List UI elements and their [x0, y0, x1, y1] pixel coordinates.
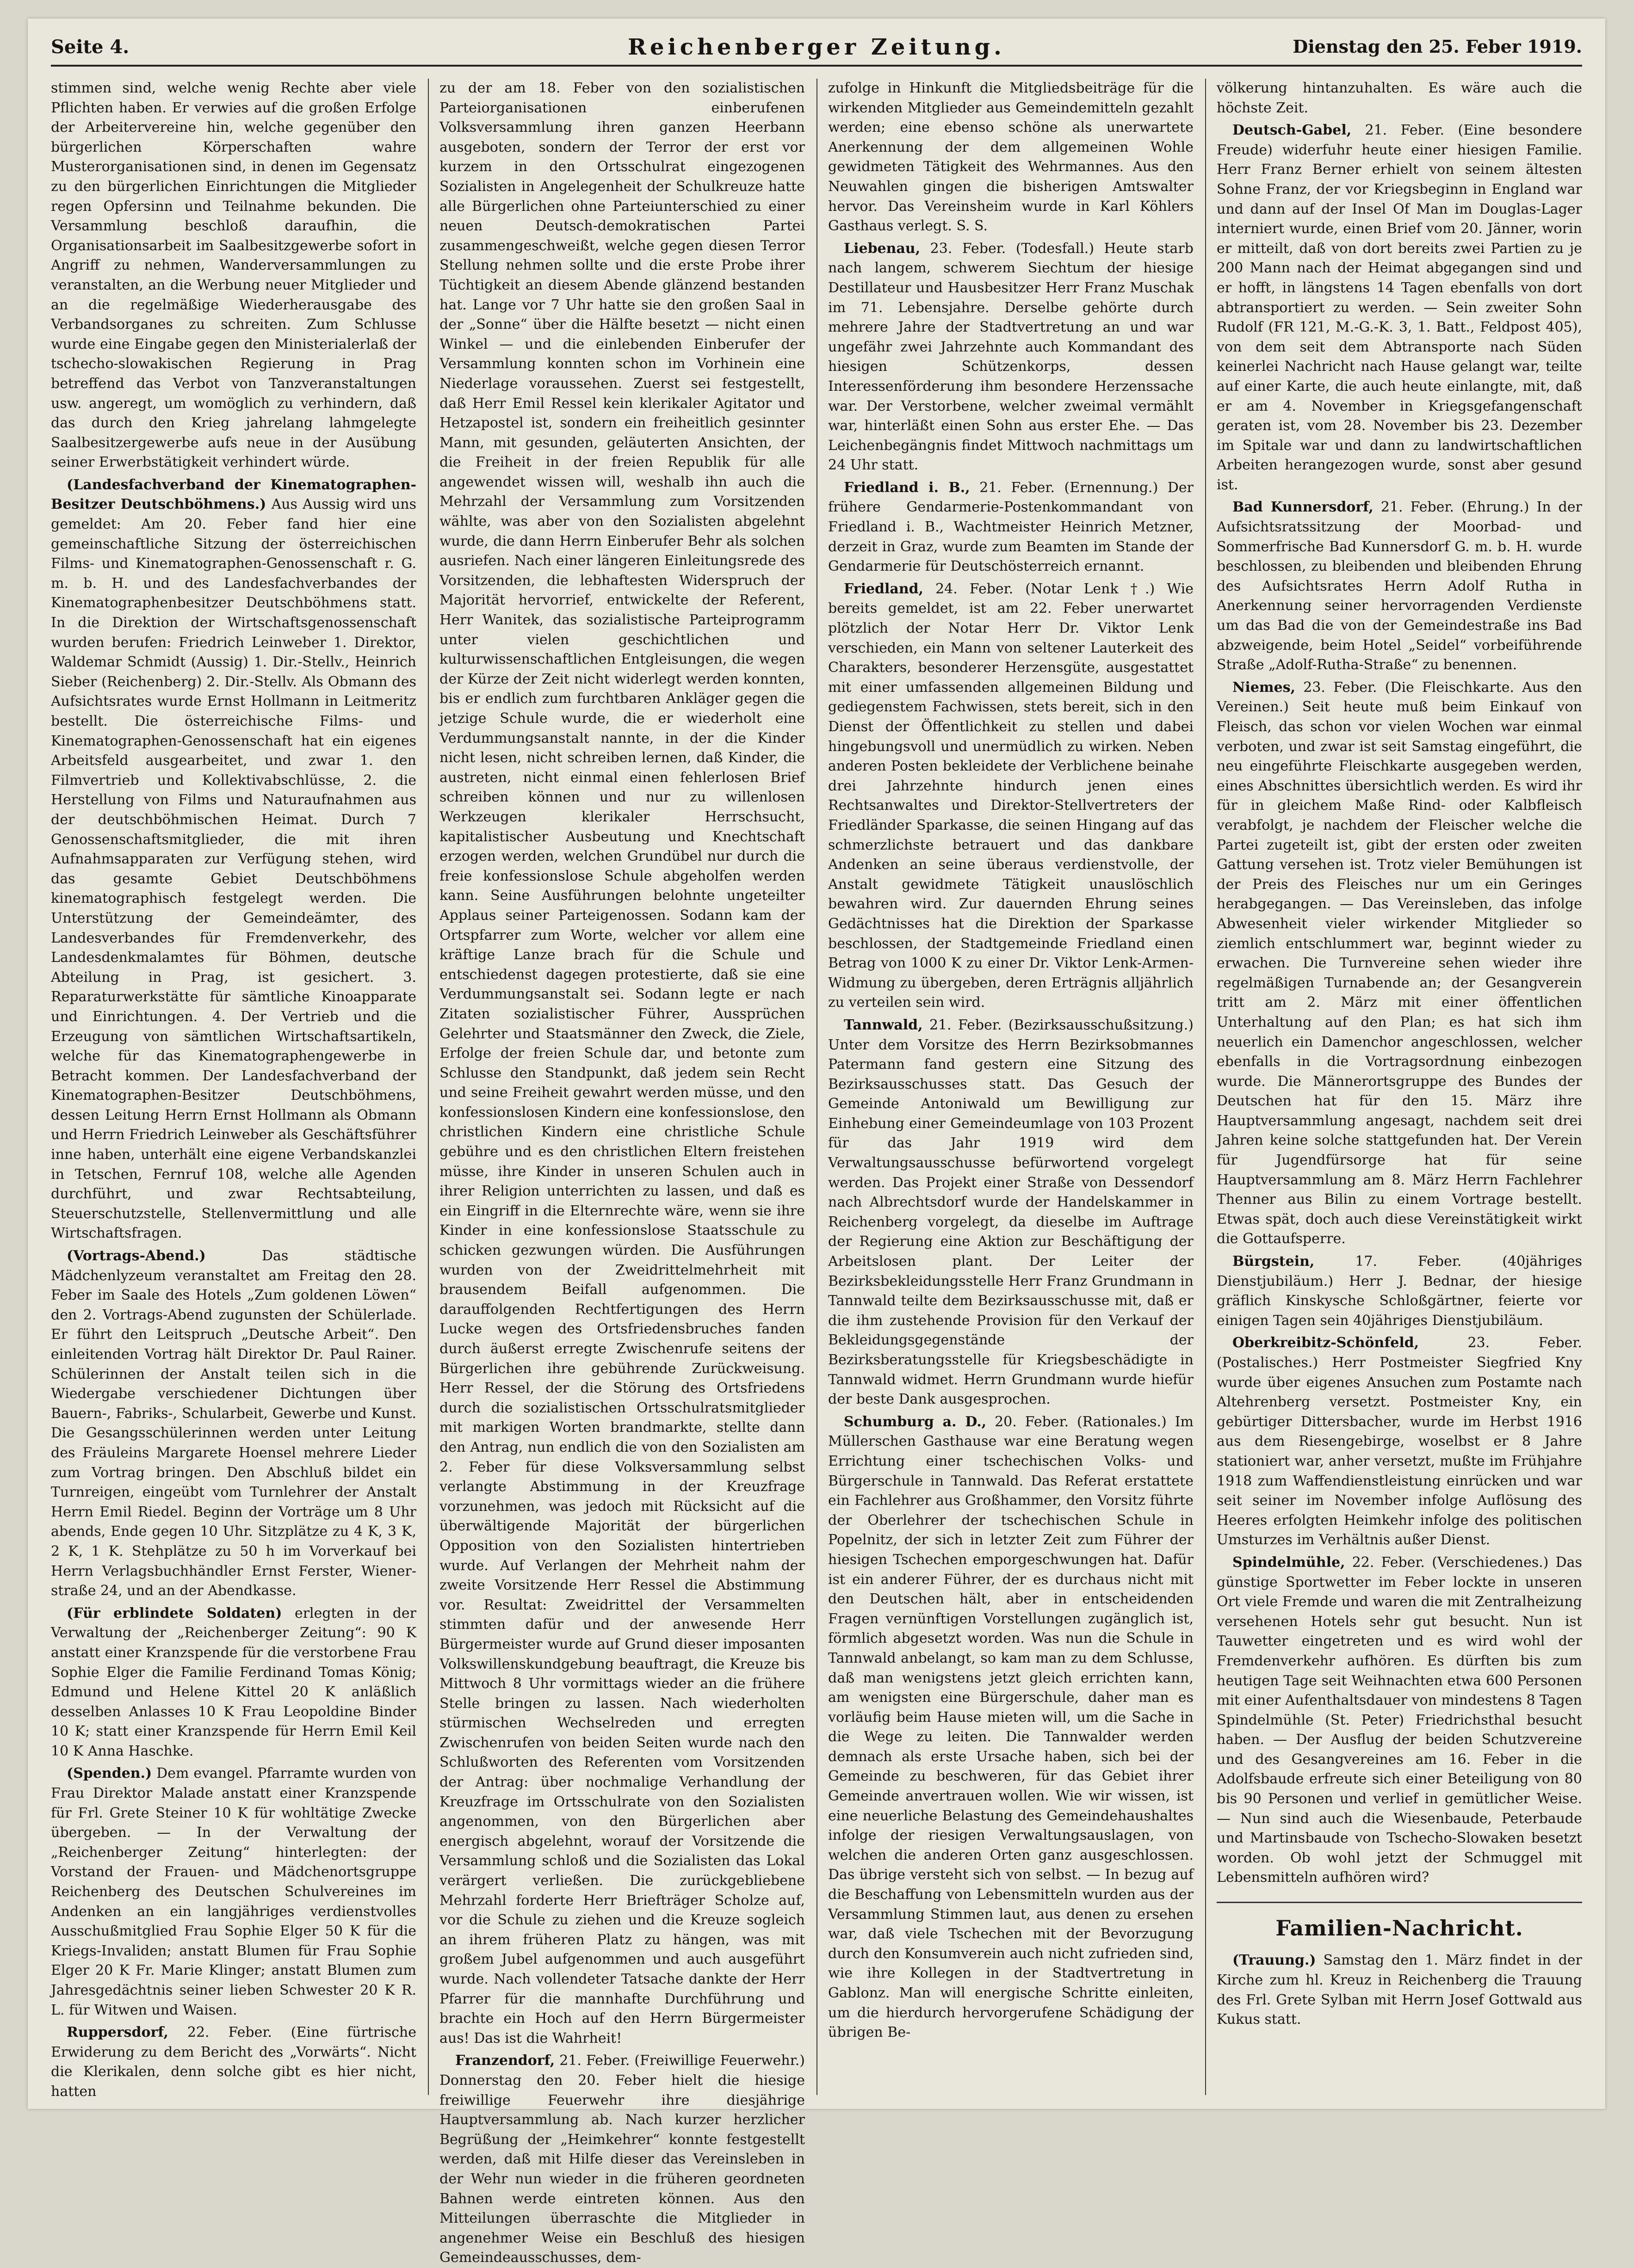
news-item [1217, 1333, 1582, 1550]
news-item [1217, 1553, 1582, 1888]
news-item [439, 79, 805, 2048]
news-item [828, 239, 1194, 475]
news-item [1217, 1252, 1582, 1331]
news-item-dateline: (Vortrags-Abend.) [67, 1248, 206, 1264]
column-4 [1217, 79, 1582, 2095]
news-item-dateline: (Trauung.) [1232, 1952, 1316, 1969]
news-item [439, 2051, 805, 2268]
page-number: Seite 4. [51, 36, 130, 58]
news-item [1217, 79, 1582, 118]
article-columns [51, 79, 1582, 2266]
news-item [828, 1412, 1194, 2043]
news-item-dateline: (Spenden.) [67, 1765, 152, 1782]
news-item-body: 20. Feber. (Rationales.) Im Müllerschen Gasthause war eine Beratung wegen Errichtung einer tschechischen Volks- und Bürgerschule in Tannwald. Das Referat erstattete ein Fachlehrer aus Großhammer, den Vorsitz führte der Oberlehrer der tschechischen Schule in Popelnitz, der sich in letzter Zeit zum Führer der hiesigen Tschechen emporgeschwungen hat. Dafür ist ein anderer Führer, der es durchaus nicht mit den Deutschen hält, aber in entscheidenden Fragen vernünftigen Vorstellungen zugänglich ist, förmlich abgesetzt worden. Was nun die Schule in Tannwald anbelangt, so kam man zu dem Schlusse, daß man wenigstens jetzt gleich errichten kann, am wenigsten eine Bürgerschule, daher man es vorläufig beim Hause mieten will, um die Sache in die Wege zu leiten. Die Tannwalder werden demnach als erste Ursache haben, sich bei der Gemeinde zu beschweren, für das Gebiet ihrer Gemeinde anvertrauen wollen. Wie wir wissen, ist eine neuerliche Belastung des Gemeindehaushaltes infolge der riesigen Verwaltungsauslagen, von welchen die anderen Orten ganz ausgeschlossen. Das übrige versteht sich von selbst. — In bezug auf die Beschaffung von Lebensmitteln wurden aus der Versammlung Stimmen laut, aus denen zu ersehen war, daß viele Tschechen mit der Bevorzugung durch den Konsumverein auch nicht zufrieden sind, wie ihre Kollegen in der Stadtvertretung in Gablonz. Man will energische Schritte einleiten, um die hierdurch hervorgerufene Schädigung der übrigen Be- [828, 1413, 1194, 2041]
news-item-body: 22. Feber. (Eine fürtrische Erwiderung zu dem Bericht des „Vorwärts“. Nicht die Klerikalen, denn solche gibt es hier nicht, hatten [51, 2024, 416, 2100]
news-item-dateline: Friedland, [844, 580, 924, 597]
news-item [1217, 1951, 1582, 2029]
news-item-body: stimmen sind, welche wenig Rechte aber viele Pflichten haben. Er verwies auf die großen Erfolge der Arbeitervereine hin, welche gegenüber den bürgerlichen Körperschaften wahre Musterorganisationen sind, in denen im Gegensatz zu den bürgerlichen Einrichtungen die Mitglieder regen Opfersinn und Teilnahme bekunden. Die Versammlung beschloß daraufhin, die Organisationsarbeit im Saalbesitzgewerbe sofort in Angriff zu nehmen, Wanderversammlungen zu veranstalten, an die Werbung neuer Mitglieder und an die regelmäßige Wiederherausgabe des Verbandsorganes zu schreiten. Zum Schlusse wurde eine Eingabe gegen den Ministerialerlaß der tschecho-slowakischen Regierung in Prag betreffend das Verbot von Tanzveranstaltungen usw. angeregt, um womöglich zu verhindern, daß das durch den Krieg jahrelang lahmgelegte Saalbesitzergewerbe aufs neue in der Ausübung seiner Erwerbstätigkeit verhindert würde. [51, 80, 416, 471]
news-item-body: 24. Feber. (Notar Lenk †.) Wie bereits gemeldet, ist am 22. Feber unerwartet plötzlich der Notar Herr Dr. Viktor Lenk verschieden, ein Mann von seltener Lauterkeit des Charakters, besonderer Herzensgüte, ausgestattet mit einer umfassenden allgemeinen Bildung und gediegenstem Fachwissen, stets bereit, sich in den Dienst der Öffentlichkeit zu stellen und dabei hingebungsvoll und unermüdlich zu wirken. Neben anderen Posten bekleidete der Verblichene beinahe drei Jahrzehnte hindurch jenen eines Rechtsanwaltes und Direktor-Stellvertreters der Friedländer Sparkasse, die seinen Hingang auf das schmerzlichste betrauert und das dankbare Andenken an seine überaus verdienstvolle, der Anstalt gewidmete Tätigkeit unauslöschlich bewahren wird. Zur dauernden Ehrung seines Gedächtnisses hat die Direktion der Sparkasse beschlossen, der Stadtgemeinde Friedland einen Betrag von 1000 K zu einer Dr. Viktor Lenk-Armen-Widmung zu übergeben, deren Erträgnis alljährlich zu verteilen sein wird. [828, 580, 1194, 1011]
news-item [51, 1246, 416, 1601]
column-divider [428, 79, 429, 2095]
news-item-dateline: Franzendorf, [455, 2052, 555, 2069]
news-item-body: erlegten in der Verwaltung der „Reichenberger Zeitung“: 90 K anstatt einer Kranzspende für die verstorbene Frau Sophie Elger die Familie Ferdinand Tomas König; Edmund und Helene Kittel 20 K anläßlich desselben Anlasses 10 K Frau Leopoldine Binder 10 K; statt einer Kranzspende für Herrn Emil Keil 10 K Anna Haschke. [51, 1605, 416, 1759]
news-item-body: zu der am 18. Feber von den sozialistischen Parteiorganisationen einberufenen Volksversammlung ihren ganzen Heerbann ausgeboten, sondern der Terror der erst vor kurzem in den Ortsschulrat eingezogenen Sozialisten in Angelegenheit der Schulkreuze hatte alle Bürgerlichen ohne Parteiunterschied zu einer neuen Deutsch-demokratischen Partei zusammengeschweißt, welche gegen diesen Terror Stellung nehmen sollte und die erste Probe ihrer Tüchtigkeit an diesem Abende glänzend bestanden hat. Lange vor 7 Uhr hatte sie den großen Saal in der „Sonne“ über die Hälfte besetzt — nicht einen Winkel — und die einlebenden Einberufer der Versammlung konnten schon im Vorhinein eine Niederlage voraussehen. Zuerst sei festgestellt, daß Herr Emil Ressel kein klerikaler Agitator und Hetzapostel ist, sondern ein freiheitlich gesinnter Mann, mit gesunden, geläuterten Ansichten, der die Freiheit in der freien Republik für alle angewendet wissen will, weshalb ihn auch die Mehrzahl der Versammlung zum Vorsitzenden wählte, was aber von den Sozialisten abgelehnt wurde, die dann Herrn Einberufer Behr als solchen ausriefen. Nach einer längeren Einleitungsrede des Vorsitzenden, die lebhaftesten Widerspruch der Majorität hervorrief, entwickelte der Referent, Herr Wanitek, das sozialistische Parteiprogramm unter vielen geschichtlichen und kulturwissenschaftlichen Entgleisungen, die wegen der Kürze der Zeit nicht widerlegt werden konnten, bis er endlich zum furchtbaren Ankläger gegen die jetzige Schule wurde, die er wiederholt eine Verdummungsanstalt nannte, in der die Kinder nicht lesen, nicht schreiben lernen, daß Kinder, die austreten, nicht einmal einen fehlerlosen Brief schreiben können und nur zu willenlosen Werkzeugen klerikaler Herrschsucht, kapitalistischer Ausbeutung und Knechtschaft erzogen werden, welchen Grundübel nur durch die freie konfessionslose Schule abgeholfen werden kann. Seine Ausführungen belohnte ungeteilter Applaus seiner Parteigenossen. Sodann kam der Ortspfarrer zum Worte, welcher vor allem eine kräftige Lanze brach für die Schule und entschiedenst dagegen protestierte, daß sie eine Verdummungsanstalt sei. Sodann legte er nach Zitaten sozialistischer Führer, Aussprüchen Gelehrter und Staatsmänner den Zweck, die Ziele, Erfolge der freien Schule dar, und betonte zum Schlusse den Standpunkt, daß jedem sein Recht und seine Freiheit gewahrt werden müsse, und den konfessionslosen Kindern eine konfessionslose, den christlichen Kindern eine christliche Schule gebühre und es den christlichen Eltern freistehen müsse, ihre Kinder in unseren Schulen auch in ihrer Religion unterrichten zu lassen, und daß es ein Eingriff in die Elternrechte wäre, wenn sie ihre Kinder in eine konfessionslose Staatsschule zu schicken gezwungen würden. Die Ausführungen wurden von der Zweidrittelmehrheit mit brausendem Beifall aufgenommen. Die darauffolgenden Rechtfertigungen des Herrn Lucke wegen des Ortsfriedensbruches fanden durch äußerst erregte Zwischenrufe seitens der Bürgerlichen ihre gebührende Zurückweisung. Herr Ressel, der die Störung des Ortsfriedens durch die sozialistischen Ortsschulratsmitglieder mit markigen Worten brandmarkte, stellte dann den Antrag, nun endlich die von den Sozialisten am 2. Feber für diese Volksversammlung selbst verlangte Abstimmung in der Kreuzfrage vorzunehmen, was jedoch mit Rücksicht auf die überwältigende Majorität der bürgerlichen Opposition von den Sozialisten hintertrieben wurde. Auf Verlangen der Mehrheit nahm der zweite Vorsitzende Herr Ressel die Abstimmung vor. Resultat: Zweidrittel der Versammelten stimmten dafür und der anwesende Herr Bürgermeister wurde auf Grund dieser imposanten Volkswillenskundgebung beauftragt, die Kreuze bis Mittwoch 8 Uhr vormittags wieder an die frühere Stelle bringen zu lassen. Nach wiederholten stürmischen Wechselreden und erregten Zwischenrufen von beiden Seiten wurde nach den Schlußworten des Referenten vom Vorsitzenden der Antrag: über nochmalige Verhandlung der Kreuzfrage im Ortsschulrate von den Sozialisten angenommen, von den Bürgerlichen aber energisch abgelehnt, worauf der Vorsitzende die Versammlung schloß und die Sozialisten das Lokal verärgert verließen. Die zurückgebliebene Mehrzahl forderte Herr Briefträger Scholze auf, vor die Schule zu ziehen und die Kreuze sogleich an ihrem früheren Platz zu hängen, was mit großem Jubel aufgenommen und auch ausgeführt wurde. Nach vollendeter Tatsache dankte der Herr Pfarrer für die mannhafte Durchführung und brachte ein Hoch auf den Herrn Bürgermeister aus! Das ist die Wahrheit! [439, 80, 805, 2046]
news-item-body: 23. Feber. (Postalisches.) Herr Postmeister Siegfried Kny wurde über eigenes Ansuchen zum Postamte nach Altehrenberg versetzt. Postmeister Kny, ein gebürtiger Dittersbacher, wurde im Herbst 1916 aus dem Riesengebirge, woselbst er 8 Jahre stationiert war, anher versetzt, mußte im Frühjahre 1918 zum Waffendienstleistung einrücken und war seit seiner im November infolge Auflösung des Heeres erfolgten Heimkehr infolge des politischen Umsturzes im Verhältnis außer Dienst. [1217, 1335, 1582, 1548]
news-item [51, 2023, 416, 2102]
news-item [828, 1016, 1194, 1410]
news-item-body: 17. Feber. (40jähriges Dienstjubiläum.) Herr J. Bednar, der hiesige gräflich Kinskysche Schloßgärtner, feierte vor einigen Tagen sein 40jähriges Dienstjubiläum. [1217, 1253, 1582, 1329]
newspaper-page [28, 18, 1605, 2266]
newspaper-title: Reichenberger Zeitung. [628, 34, 1005, 60]
news-item-dateline: Oberkreibitz-Schönfeld, [1232, 1335, 1419, 1351]
news-item-dateline: Liebenau, [844, 240, 921, 257]
news-item [828, 579, 1194, 1013]
news-item [1217, 121, 1582, 495]
column-2 [439, 79, 805, 2266]
news-item [51, 1604, 416, 1762]
news-item-dateline: Bad Kunnersdorf, [1232, 499, 1373, 516]
news-item [51, 475, 416, 1244]
news-item-body: völkerung hintanzuhalten. Es wäre auch die höchste Zeit. [1217, 80, 1582, 116]
news-item-body: 21. Feber. (Eine besondere Freude) widerfuhr heute einer hiesigen Familie. Herr Franz Berner erhielt von seinem ältesten Sohne Franz, der vor Kriegsbeginn in England war und dann auf der Insel Of Man im Douglas-Lager interniert wurde, einen Brief vom 20. Jänner, worin er mitteilt, daß von dort bereits zwei Partien zu je 200 Mann nach der Heimat abgegangen sind und er hofft, in längstens 14 Tagen ebenfalls von dort abtransportiert zu werden. — Sein zweiter Sohn Rudolf (FR 121, M.-G.-K. 3, 1. Batt., Feldpost 405), von dem seit dem Abtransporte nach Süden keinerlei Nachricht nach Hause gelangt war, teilte auf einer Karte, die auch heute einlangte, mit, daß er am 4. November in Kriegsgefangenschaft geraten ist, vom 28. November bis 23. Dezember im Spitale war und dann zu landwirtschaftlichen Arbeiten herangezogen wurde, sonst aber gesund ist. [1217, 122, 1582, 493]
news-item-dateline: Bürgstein, [1232, 1253, 1315, 1270]
news-item-body: 22. Feber. (Verschiedenes.) Das günstige Sportwetter im Feber lockte in unseren Ort viele Fremde und waren die mit Zentralheizung versehenen Hotels sehr gut besucht. Nun ist Tauwetter eingetreten und es wird wohl der Fremdenverkehr aufhören. Es dürften bis zum heutigen Tage seit Weihnachten etwa 600 Personen mit einer Aufenthaltsdauer von mindestens 8 Tagen Spindelmühle (St. Peter) Friedrichsthal besucht haben. — Der Ausflug der beiden Schutzvereine und des Gesangvereines am 16. Feber in die Adolfsbaude erfreute sich einer Beteiligung von 80 bis 90 Personen und verlief in gemütlicher Weise. — Nun sind auch die Wiesenbaude, Peterbaude und Martinsbaude von Tschecho-Slowaken besetzt worden. Ob wohl jetzt der Schmuggel mit Lebensmitteln aufhören wird? [1217, 1554, 1582, 1886]
news-item-body: Samstag den 1. März findet in der Kirche zum hl. Kreuz in Reichenberg die Trauung des Frl. Grete Sylban mit Herrn Josef Gottwald aus Kukus statt. [1217, 1952, 1582, 2028]
news-item [51, 1764, 416, 2020]
news-item [828, 79, 1194, 236]
news-item [51, 79, 416, 473]
news-item-body: Das städtische Mädchenlyzeum veranstaltet am Freitag den 28. Feber im Saale des Hotels „Zum goldenen Löwen“ den 2. Vortrags-Abend zugunsten der Schülerlade. Er führt den Leitspruch „Deutsche Arbeit“. Den einleitenden Vortrag hält Direktor Dr. Paul Rainer. Schülerinnen der Anstalt teilen sich in die Wiedergabe verschiedener Dichtungen über Bauern-, Fabriks-, Schularbeit, Gewerbe und Kunst. Die Gesangsschülerinnen werden unter Leitung des Fräuleins Margarete Hoensel mehrere Lieder zum Vortrag bringen. Den Abschluß bildet ein Turnreigen, eingeübt vom Turnlehrer der Anstalt Herrn Emil Riedel. Beginn der Vorträge um 8 Uhr abends, Ende gegen 10 Uhr. Sitzplätze zu 4 K, 3 K, 2 K, 1 K. Stehplätze zu 50 h im Vorverkauf bei Herrn Verlagsbuchhändler Ernst Ferster, Wienerstraße 24, und an der Abendkasse. [51, 1248, 416, 1599]
news-item-dateline: Deutsch-Gabel, [1232, 122, 1352, 139]
news-item-dateline: (Für erblindete Soldaten) [67, 1605, 282, 1621]
news-item [1217, 678, 1582, 1249]
news-item-dateline: Spindelmühle, [1232, 1554, 1345, 1571]
news-item [1217, 498, 1582, 675]
news-item-body: Dem evangel. Pfarramte wurden von Frau Direktor Malade anstatt einer Kranzspende für Frl. Grete Steiner 10 K für wohltätige Zwecke übergeben. — In der Verwaltung der „Reichenberger Zeitung“ hinterlegten: der Vorstand der Frauen- und Mädchenortsgruppe Reichenberg des Deutschen Schulvereines im Andenken an ein langjähriges verdienstvolles Ausschußmitglied Frau Sophie Elger 50 K für die Kriegs-Invaliden; anstatt Blumen für Frau Sophie Elger 20 K Fr. Marie Klinger; anstatt Blumen zum Jahresgedächtnis seiner lieben Schwester 20 K R. L. für Witwen und Waisen. [51, 1765, 416, 2018]
column-divider [816, 79, 817, 2095]
news-item-body: Aus Aussig wird uns gemeldet: Am 20. Feber fand hier eine gemeinschaftliche Sitzung der österreichischen Films- und Kinematographen-Genossenschaft r. G. m. b. H. und des Landesfachverbandes der Kinematographenbesitzer Deutschböhmens statt. In die Direktion der Wirtschaftsgenossenschaft wurden berufen: Friedrich Leinweber 1. Direktor, Waldemar Schmidt (Aussig) 1. Dir.-Stellv., Heinrich Sieber (Reichenberg) 2. Dir.-Stellv. Als Obmann des Aufsichtsrates wurde Ernst Hollmann in Leitmeritz bestellt. Die österreichische Films- und Kinematographen-Genossenschaft hat ein eigenes Arbeitsfeld ausgearbeitet, und zwar 1. den Filmvertrieb und Kollektivabschlüsse, 2. die Herstellung von Films und Naturaufnahmen aus der deutschböhmischen Heimat. Durch 7 Genossenschaftsmitglieder, die mit ihren Aufnahmsapparaten zur Verfügung stehen, wird das gesamte Gebiet Deutschböhmens kinematographisch festgelegt werden. Die Unterstützung der Gemeindeämter, des Landesverbandes für Fremdenverkehr, des Landesdenkmalamtes für Böhmen, deutsche Abteilung in Prag, ist gesichert. 3. Reparaturwerkstätte für sämtliche Kinoapparate und Einrichtungen. 4. Der Vertrieb und die Erzeugung von sämtlichen Wirtschaftsartikeln, welche für das Kinematographengewerbe in Betracht kommen. Der Landesfachverband der Kinematographen-Besitzer Deutschböhmens, dessen Leitung Herrn Ernst Hollmann als Obmann und Herrn Friedrich Leinweber als Geschäftsführer inne haben, unterhält eine eigene Verbandskanzlei in Tetschen, Fernruf 108, welche alle Agenden durchführt, und zwar Rechtsabteilung, Steuerschutzstelle, Stellenvermittlung und alle Wirtschaftsfragen. [51, 496, 416, 1242]
news-item-body: 21. Feber. (Ernennung.) Der frühere Gendarmerie-Postenkommandant von Friedland i. B., Wachtmeister Heinrich Metzner, derzeit in Graz, wurde zum Beamten im Stande der Gendarmerie für Deutschösterreich ernannt. [828, 479, 1194, 575]
issue-date: Dienstag den 25. Feber 1919. [1293, 36, 1582, 57]
news-item-dateline: Niemes, [1232, 679, 1296, 696]
news-item-dateline: Friedland i. B., [844, 479, 970, 496]
news-item-body: 23. Feber. (Todesfall.) Heute starb nach langem, schwerem Siechtum der hiesige Destillateur und Hausbesitzer Herr Franz Muschak im 71. Lebensjahre. Derselbe gehörte durch mehrere Jahre der Stadtvertretung an und war ungefähr zwei Jahrzehnte auch Kommandant des hiesigen Schützenkorps, dessen Interessenförderung ihm besondere Herzenssache war. Der Verstorbene, welcher zweimal vermählt war, hinterläßt einen Sohn aus erster Ehe. — Das Leichenbegängnis findet Mittwoch nachmittags um 24 Uhr statt. [828, 240, 1194, 474]
column-divider [1205, 79, 1206, 2095]
column-3 [828, 79, 1194, 2095]
news-item-dateline: Schumburg a. D., [844, 1413, 987, 1430]
column-1 [51, 79, 416, 2100]
news-item-dateline: (Landesfachverband der Kinematographen-Besitzer Deutschböhmens.) [51, 476, 416, 513]
news-item-body: 23. Feber. (Die Fleischkarte. Aus den Vereinen.) Seit heute muß beim Einkauf von Fleisch, das schon vor vielen Wochen war einmal verboten, und zwar ist seit Samstag eingeführt, die neu eingeführte Fleischkarte ausgegeben werden, eines Abschnittes übersichtlich werden. Es wird ihr für in gleichem Maße Rind- oder Kalbfleisch verabfolgt, je nachdem der Fleischer welche die Partei zugeteilt ist, gibt der ersten oder zweiten Gattung versehen ist. Trotz vieler Bemühungen ist der Preis des Fleisches nur um ein Geringes herabgegangen. — Das Vereinsleben, das infolge Abwesenheit vieler wirkender Mitglieder so ziemlich entschlummert war, beginnt wieder zu erwachen. Die Turnvereine sehen wieder ihre regelmäßigen Turnabende an; der Gesangverein tritt am 2. März mit einer öffentlichen Unterhaltung auf den Plan; es hat sich ihm neuerlich ein Damenchor angeschlossen, welcher ebenfalls in die Vortragsordnung einbezogen wurde. Die Männerortsgruppe des Bundes der Deutschen hat für den 15. März ihre Hauptversammlung angesagt, nachdem seit drei Jahren keine solche stattgefunden hat. Der Verein für Jugendfürsorge hat für seine Hauptversammlung am 8. März Herrn Fachlehrer Thenner aus Bilin zu einem Vortrage bestellt. Etwas spät, doch auch diese Vereinstätigkeit wirkt die Gottaufsperre. [1217, 679, 1582, 1247]
news-item-body: zufolge in Hinkunft die Mitgliedsbeiträge für die wirkenden Mitglieder aus Gemeindemitteln gezahlt werden; eine ebenso schöne als unerwartete Anerkennung der dem allgemeinen Wohle gewidmeten Tätigkeit des Wehrmannes. Aus den Neuwahlen gingen die bisherigen Amtswalter hervor. Das Vereinsheim wurde in Karl Köhlers Gasthaus verlegt. S. S. [828, 80, 1194, 234]
news-item-body: 21. Feber. (Freiwillige Feuerwehr.) Donnerstag den 20. Feber hielt die hiesige freiwillige Feuerwehr ihre diesjährige Hauptversammlung ab. Nach kurzer herzlicher Begrüßung der „Heimkehrer“ konnte festgestellt werden, daß mit Hilfe dieser das Vereinsleben in der Wehr nun wieder in die früheren geordneten Bahnen werde eintreten können. Aus den Mitteilungen überraschte die Mitglieder in angenehmer Weise ein Beschluß des hiesigen Gemeindeausschusses, dem- [439, 2052, 805, 2266]
news-item [828, 478, 1194, 577]
news-item-body: 21. Feber. (Ehrung.) In der Aufsichtsratssitzung der Moorbad- und Sommerfrische Bad Kunnersdorf G. m. b. H. wurde beschlossen, zu bleibenden und bleibenden Ehrung des Aufsichtsrates Herrn Adolf Rutha in Anerkennung seiner hervorragenden Verdienste um das Bad die von der Gemeindestraße ins Bad abzweigende, beim Hotel „Seidel“ vorbeiführende Straße „Adolf-Rutha-Straße“ zu benennen. [1217, 499, 1582, 673]
news-item-body: 21. Feber. (Bezirksausschußsitzung.) Unter dem Vorsitze des Herrn Bezirksobmannes Patermann fand gestern eine Sitzung des Bezirksausschusses statt. Das Gesuch der Gemeinde Antoniwald um Bewilligung zur Einhebung einer Gemeindeumlage von 103 Prozent für das Jahr 1919 wird dem Verwaltungsausschusse befürwortend vorgelegt werden. Das Projekt einer Straße von Dessendorf nach Albrechtsdorf wurde der Handelskammer in Reichenberg vorgelegt, da dieselbe im Auftrage der Regierung eine Aktion zur Beschäftigung der Arbeitslosen plant. Der Leiter der Bezirksbekleidungsstelle Herr Franz Grundmann in Tannwald teilte dem Bezirksausschusse mit, daß er die ihm zustehende Provision für den Verkauf der Bekleidungsgegenstände der Bezirksberatungsstelle für Kriegsbeschädigte in Tannwald widmet. Herrn Grundmann wurde hiefür der beste Dank ausgesprochen. [828, 1017, 1194, 1408]
news-item-dateline: Ruppersdorf, [67, 2024, 168, 2041]
masthead [51, 32, 1582, 67]
section-heading: Familien-Nachricht. [1217, 1902, 1582, 1943]
news-item-dateline: Tannwald, [844, 1017, 923, 1033]
